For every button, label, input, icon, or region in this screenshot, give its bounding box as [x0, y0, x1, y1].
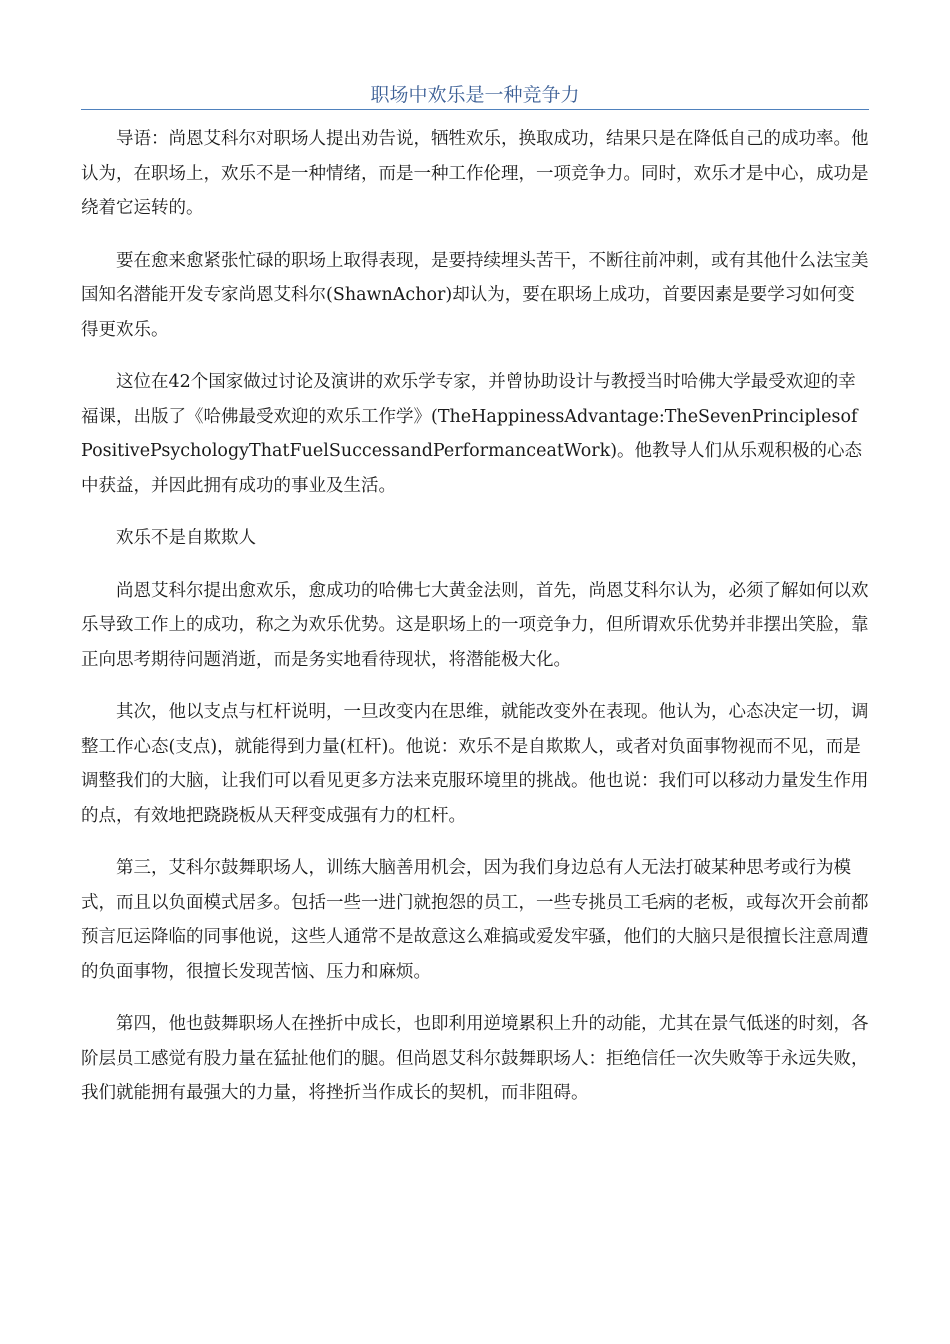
document-title: 职场中欢乐是一种竞争力 — [370, 84, 580, 106]
paragraph-3: 尚恩艾科尔提出愈欢乐，愈成功的哈佛七大黄金法则，首先，尚恩艾科尔认为，必须了解如何以欢乐导致工作上的成功，称之为欢乐优势。这是职场上的一项竞争力，但所谓欢乐优势并非摆出笑脸，靠正向思考期待问题消逝，而是务实地看待现状，将潜能极大化。 — [81, 580, 869, 670]
title-underline — [81, 109, 869, 110]
paragraph-6: 第四，他也鼓舞职场人在挫折中成长，也即利用逆境累积上升的动能，尤其在景气低迷的时刻，各阶层员工感觉有股力量在猛扯他们的腿。但尚恩艾科尔鼓舞职场人：拒绝信任一次失败等于永远失败，我们就能拥有最强大的力量，将挫折当作成长的契机，而非阻碍。 — [81, 1014, 869, 1103]
paragraph-2: 这位在42个国家做过讨论及演讲的欢乐学专家，并曾协助设计与教授当时哈佛大学最受欢迎的幸福课，出版了《哈佛最受欢迎的欢乐工作学》(TheHappinessAdvantage:TheSevenPrinciplesofPositivePsychologyThatFuelSuccessandPerformanceatWork)。他教导人们从乐观积极的心态中获益，并因此拥有成功的事业及生活。 — [81, 372, 863, 496]
document-body — [81, 122, 869, 1129]
paragraph-4: 其次，他以支点与杠杆说明，一旦改变内在思维，就能改变外在表现。他认为，心态决定一切，调整工作心态(支点)，就能得到力量(杠杆)。他说：欢乐不是自欺欺人，或者对负面事物视而不见，而是调整我们的大脑，让我们可以看见更多方法来克服环境里的挑战。他也说：我们可以移动力量发生作用的点，有效地把跷跷板从天秤变成强有力的杠杆。 — [81, 702, 869, 826]
paragraph-intro: 导语：尚恩艾科尔对职场人提出劝告说，牺牲欢乐，换取成功，结果只是在降低自己的成功率。他认为，在职场上，欢乐不是一种情绪，而是一种工作伦理，一项竞争力。同时，欢乐才是中心，成功是绕着它运转的。 — [81, 129, 869, 218]
section-heading: 欢乐不是自欺欺人 — [116, 528, 256, 548]
paragraph-1: 要在愈来愈紧张忙碌的职场上取得表现，是要持续埋头苦干，不断往前冲刺，或有其他什么法宝美国知名潜能开发专家尚恩艾科尔(ShawnAchor)却认为，要在职场上成功，首要因素是要学习如何变得更欢乐。 — [81, 250, 869, 340]
paragraph-5: 第三，艾科尔鼓舞职场人，训练大脑善用机会，因为我们身边总有人无法打破某种思考或行为模式，而且以负面模式居多。包括一些一进门就抱怨的员工，一些专挑员工毛病的老板，或每次开会前都预言厄运降临的同事他说，这些人通常不是故意这么难搞或爱发牢骚，他们的大脑只是很擅长注意周遭的负面事物，很擅长发现苦恼、压力和麻烦。 — [81, 858, 869, 982]
